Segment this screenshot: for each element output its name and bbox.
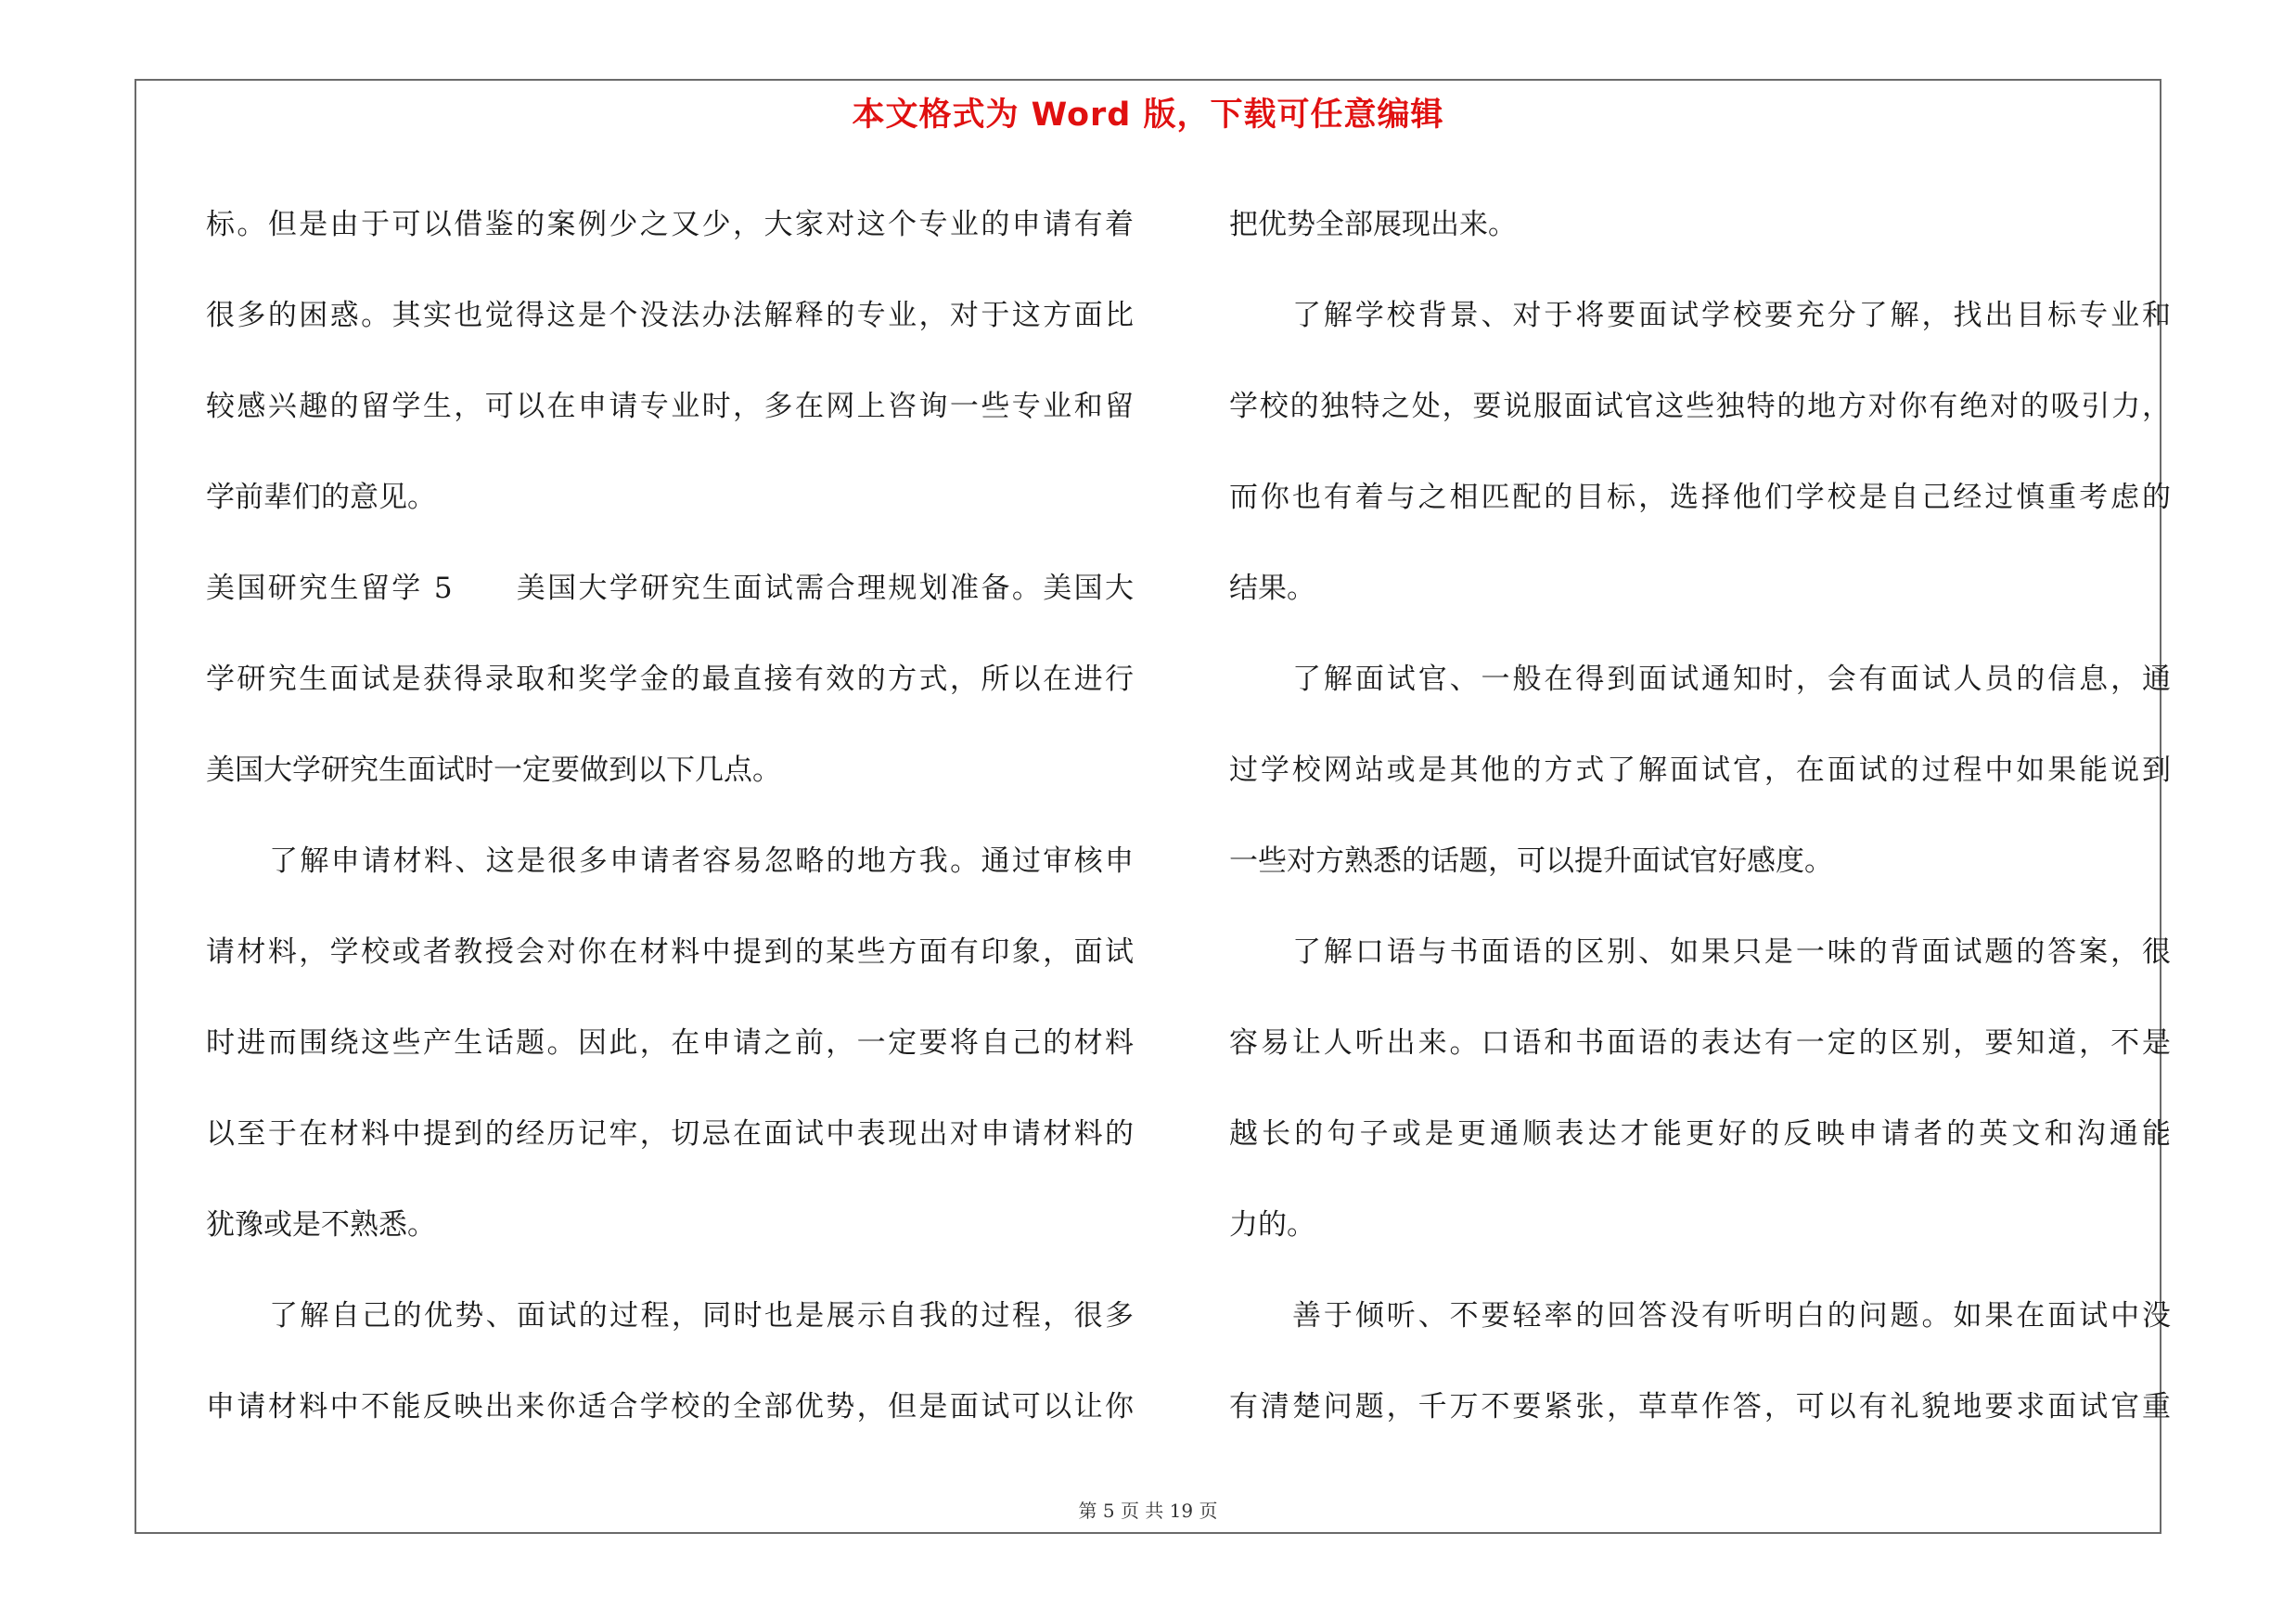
text-line: 以至于在材料中提到的经历记牢，切忌在面试中表现出对申请材料的 [206,1117,1134,1151]
text-line: 较感兴趣的留学生，可以在申请专业时，多在网上咨询一些专业和留 [206,390,1134,423]
text-line: 很多的困惑。其实也觉得这是个没法办法解释的专业，对于这方面比 [206,299,1134,332]
text-line: 时进而围绕这些产生话题。因此，在申请之前，一定要将自己的材料 [206,1026,1134,1060]
text-line: 了解学校背景、对于将要面试学校要充分了解，找出目标专业和 [1292,299,2171,332]
text-line: 了解面试官、一般在得到面试通知时，会有面试人员的信息，通 [1292,663,2171,696]
format-banner: 本文格式为 Word 版，下载可任意编辑 [852,97,1444,134]
text-line: 学研究生面试是获得录取和奖学金的最直接有效的方式，所以在进行 [206,663,1134,696]
text-line: 犹豫或是不熟悉。 [206,1208,436,1242]
text-line: 越长的句子或是更通顺表达才能更好的反映申请者的英文和沟通能 [1229,1117,2171,1151]
text-line: 了解申请材料、这是很多申请者容易忽略的地方我。通过审核申 [269,844,1134,878]
left-column [206,179,1134,1452]
text-line: 过学校网站或是其他的方式了解面试官，在面试的过程中如果能说到 [1229,754,2171,787]
text-line: 力的。 [1229,1208,1315,1242]
text-line: 结果。 [1229,572,1315,605]
text-line: 善于倾听、不要轻率的回答没有听明白的问题。如果在面试中没 [1292,1299,2171,1333]
right-column [1229,179,2171,1452]
text-line: 学前辈们的意见。 [206,481,436,514]
text-line: 标。但是由于可以借鉴的案例少之又少，大家对这个专业的申请有着 [206,208,1134,241]
page-number-footer: 第 5 页 共 19 页 [1078,1500,1218,1522]
text-line: 美国大学研究生面试时一定要做到以下几点。 [206,754,781,787]
text-line: 一些对方熟悉的话题，可以提升面试官好感度。 [1229,844,1833,878]
text-line: 美国研究生留学 5 美国大学研究生面试需合理规划准备。美国大 [206,572,1134,605]
text-line: 容易让人听出来。口语和书面语的表达有一定的区别，要知道，不是 [1229,1026,2171,1060]
text-line: 了解自己的优势、面试的过程，同时也是展示自我的过程，很多 [269,1299,1134,1333]
text-line: 请材料，学校或者教授会对你在材料中提到的某些方面有印象，面试 [206,935,1134,969]
text-line: 有清楚问题，千万不要紧张，草草作答，可以有礼貌地要求面试官重 [1229,1390,2171,1423]
text-line: 了解口语与书面语的区别、如果只是一味的背面试题的答案，很 [1292,935,2171,969]
text-line: 把优势全部展现出来。 [1229,208,1517,241]
text-line: 申请材料中不能反映出来你适合学校的全部优势，但是面试可以让你 [206,1390,1134,1423]
text-line: 学校的独特之处，要说服面试官这些独特的地方对你有绝对的吸引力， [1229,390,2171,423]
text-line: 而你也有着与之相匹配的目标，选择他们学校是自己经过慎重考虑的 [1229,481,2171,514]
